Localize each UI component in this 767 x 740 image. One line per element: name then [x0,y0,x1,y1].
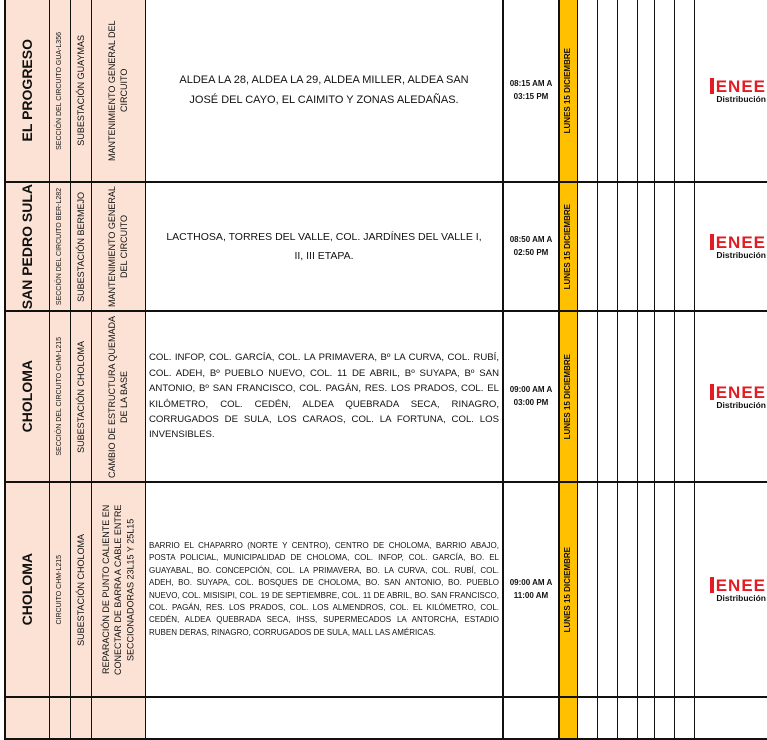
time-start: 09:00 AM A [509,577,553,587]
logo-sub-text: Distribución [716,399,766,410]
city: CHOLOMA [19,553,36,626]
circuit-cell [50,183,71,312]
empty-cell [598,183,618,312]
areas-cell [146,483,504,698]
enee-logo-mark-icon [710,384,714,400]
empty-cell [675,483,695,698]
city: SAN PEDRO SULA [19,183,36,310]
enee-logo-mark-icon [710,577,714,593]
time-cell [504,312,560,483]
enee-logo-mark-icon [710,234,714,250]
date-cell [560,698,578,740]
enee-logo [695,577,767,603]
circuit: SECCIÓN DEL CIRCUITO BER-L282 [56,187,64,306]
empty-cell [578,0,598,183]
date: LUNES 15 DICIEMBRE [563,546,573,633]
empty-cell [618,312,638,483]
enee-logo [695,384,767,410]
date-cell [560,483,578,698]
empty-cell [638,312,655,483]
logo-sub-text: Distribución [716,93,766,104]
areas-cell [146,312,504,483]
date: LUNES 15 DICIEMBRE [563,203,573,290]
empty-cell [655,312,675,483]
work-description: REPARACIÓN DE PUNTO CALIENTE EN CONECTAR DE BARRA A CABLE ENTRE SECCIONADORAS 23L15 Y 25L15 [101,504,136,675]
empty-cell [598,483,618,698]
work-cell [92,698,146,740]
substation: SUBESTACIÓN CHOLOMA [75,340,86,453]
logo-cell [695,698,767,740]
time-end: 03:15 PM [513,91,549,101]
time-end: 03:00 PM [513,397,549,407]
empty-cell [598,0,618,183]
city-cell [4,698,50,740]
empty-cell [578,183,598,312]
substation-cell [71,483,92,698]
empty-cell [638,0,655,183]
work-cell [92,483,146,698]
work-description: MANTENIMIENTO GENERAL DEL CIRCUITO [107,20,130,161]
time-cell [504,0,560,183]
empty-cell [598,312,618,483]
date-cell [560,312,578,483]
affected-areas: BARRIO EL CHAPARRO (NORTE Y CENTRO), CENTRO DE CHOLOMA, BARRIO ABAJO, POSTA POLICIAL, MUNICIPALIDAD DE CHOLOMA, COL. INFOP, COL. GARCÍA, BO. EL GUAYABAL, BO. CONCEPCIÓN, COL. LA PRIMAVERA, BO. LA CURVA, COL. RUBÍ, COL. ADEH, BO. SUYAPA, COL. BOSQUES DE CHOLOMA, BO. SAN ANTONIO, BO. PUEBLO NUEVO, COL. MISISIPI, COL. 19 DE SEPTIEMBRE, COL. 11 DE ABRIL, BO. SAN FRANCISCO, COL. PAGÁN, RES. LOS PRADOS, COL. LOS ALMENDROS, COL. EL KILÓMETRO, COL. CEDÉN, ALDEA QUEBRADA SECA, IHSS, SUPERMECADOS LA ANTORCHA, ESTADIO RUBEN DERAS, RINAGRO, CORRUGADOS DE SULA, MALL LAS AMÉRICAS. [149,540,499,637]
substation-cell [71,183,92,312]
time-end: 02:50 PM [513,247,549,257]
city-cell [4,183,50,312]
circuit-cell [50,0,71,183]
empty-cell [598,698,618,740]
empty-cell [655,698,675,740]
substation: SUBESTACIÓN CHOLOMA [75,533,86,646]
time-start: 08:15 AM A [509,78,553,88]
time-end: 11:00 AM [513,590,549,600]
city: EL PROGRESO [19,39,36,142]
empty-cell [578,483,598,698]
substation: SUBESTACIÓN GUAYMAS [75,35,86,146]
work-cell [92,312,146,483]
work-cell [92,0,146,183]
substation: SUBESTACIÓN BERMEJO [75,191,86,302]
circuit-cell [50,698,71,740]
areas-cell [146,698,504,740]
areas-cell [146,183,504,312]
date-cell [560,0,578,183]
work-description: CAMBIO DE ESTRUCTURA QUEMADA DE LA BASE [107,315,130,478]
logo-main-text: ENEE [715,382,766,402]
empty-cell [618,698,638,740]
empty-cell [675,312,695,483]
enee-logo-mark-icon [710,78,714,94]
logo-cell [695,0,767,183]
time-cell [504,698,560,740]
affected-areas: LACTHOSA, TORRES DEL VALLE, COL. JARDÍNES DEL VALLE I, II, III ETAPA. [166,230,482,262]
work-description: MANTENIMIENTO GENERAL DEL CIRCUITO [107,186,130,307]
empty-cell [675,183,695,312]
time-start: 08:50 AM A [509,234,553,244]
circuit-cell [50,312,71,483]
city-cell [4,483,50,698]
empty-cell [618,483,638,698]
enee-logo [695,234,767,260]
logo-sub-text: Distribución [716,592,766,603]
circuit-cell [50,483,71,698]
city: CHOLOMA [19,360,36,433]
empty-cell [638,698,655,740]
time-start: 09:00 AM A [509,384,553,394]
circuit: SECCIÓN DEL CIRCUITO CHM-L215 [56,337,64,456]
empty-cell [618,0,638,183]
logo-cell [695,312,767,483]
empty-cell [655,0,675,183]
substation-cell [71,0,92,183]
empty-cell [638,183,655,312]
enee-logo [695,78,767,104]
substation-cell [71,312,92,483]
empty-cell [578,312,598,483]
empty-cell [618,183,638,312]
empty-cell [578,698,598,740]
logo-main-text: ENEE [715,232,766,252]
substation-cell [71,698,92,740]
logo-main-text: ENEE [715,575,766,595]
empty-cell [638,483,655,698]
city-cell [4,312,50,483]
areas-cell [146,0,504,183]
time-cell [504,483,560,698]
date: LUNES 15 DICIEMBRE [563,353,573,440]
empty-cell [655,183,675,312]
date: LUNES 15 DICIEMBRE [563,47,573,134]
logo-main-text: ENEE [715,76,766,96]
empty-cell [675,0,695,183]
empty-cell [675,698,695,740]
date-cell [560,183,578,312]
circuit: SECCIÓN DEL CIRCUITO GUA-L356 [56,31,64,150]
logo-cell [695,483,767,698]
empty-cell [655,483,675,698]
work-cell [92,183,146,312]
time-cell [504,183,560,312]
city-cell [4,0,50,183]
affected-areas: ALDEA LA 28, ALDEA LA 29, ALDEA MILLER, ALDEA SAN JOSÉ DEL CAYO, EL CAIMITO Y ZONAS ALEDAÑAS. [179,73,469,106]
logo-sub-text: Distribución [716,249,766,260]
affected-areas: COL. INFOP, COL. GARCÍA, COL. LA PRIMAVERA, Bº LA CURVA, COL. RUBÍ, COL. ADEH, Bº PUEBLO NUEVO, COL. 11 DE ABRIL, Bº SUYAPA, Bº SAN ANTONIO, Bº SAN FRANCISCO, COL. PAGÁN, RES. LOS PRADOS, COL. EL KILÓMETRO, COL. CEDÉN, ALDEA QUEBRADA SECA, RINAGRO, CORRUGADOS DE SULA, LOS CARAOS, COL. LA FORTUNA, COL. LOS INVENSIBLES. [149,352,499,441]
logo-cell [695,183,767,312]
circuit: CIRCUITO CHM-L215 [56,554,64,625]
